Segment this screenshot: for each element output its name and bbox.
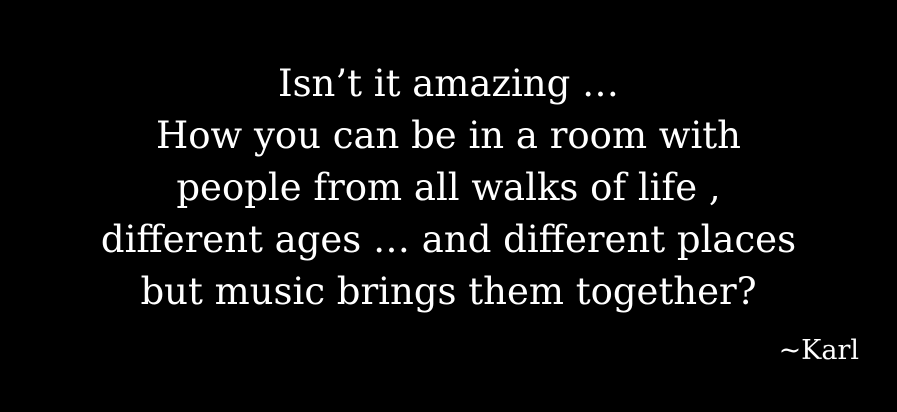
quote-line-4: different ages … and different places [100,218,797,261]
quote-text [0,58,897,318]
quote-line-5: but music brings them together? [140,270,757,313]
quote-line-3: people from all walks of life , [176,166,721,209]
quote-author: ~Karl [778,335,859,366]
quote-line-2: How you can be in a room with [156,114,741,157]
quote-line-1: Isn’t it amazing … [277,62,620,105]
